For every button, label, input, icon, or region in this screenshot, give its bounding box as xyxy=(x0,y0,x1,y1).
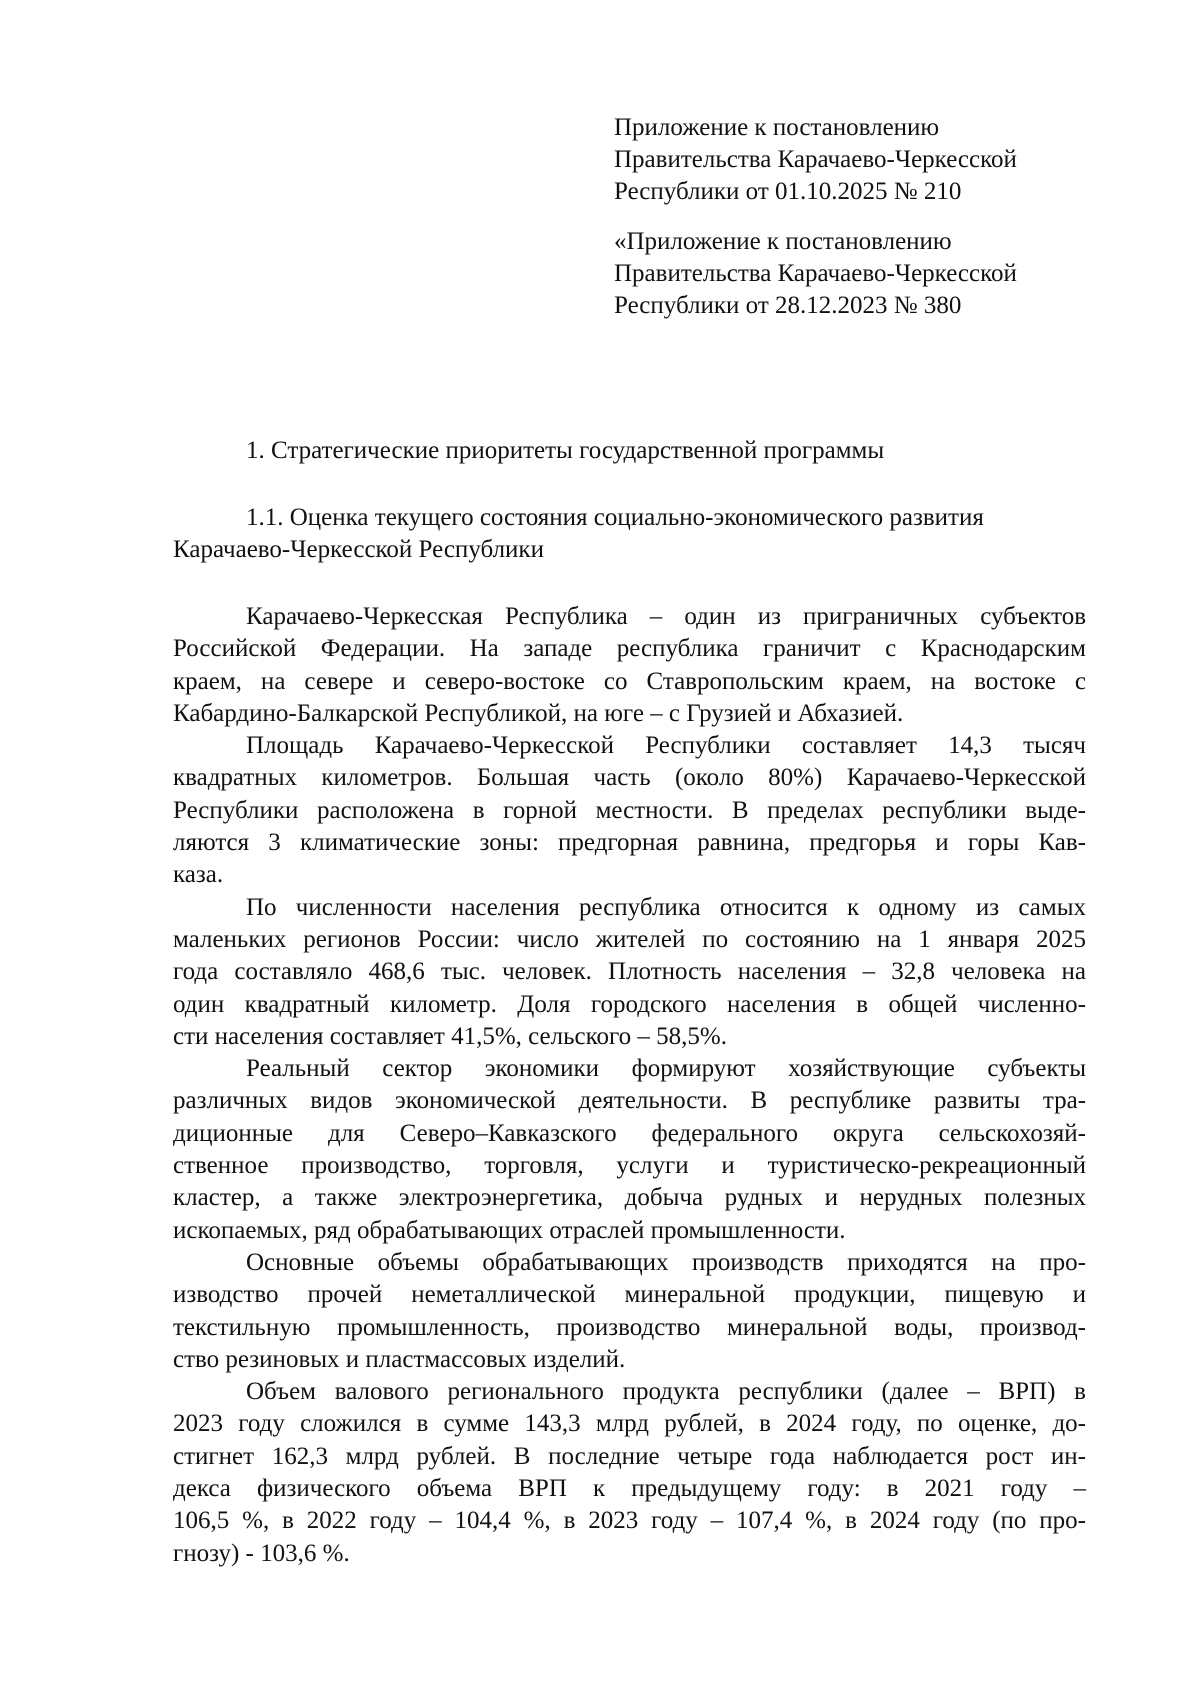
paragraph-line: Карачаево-Черкесская Республика – один из приграничных субъектов xyxy=(246,603,1086,630)
paragraph xyxy=(173,1247,1086,1376)
paragraph-line: года составляло 468,6 тыс. человек. Плотность населения – 32,8 человека на xyxy=(173,958,1086,986)
attachment-note-original xyxy=(614,226,1084,322)
document-body xyxy=(173,601,1086,1570)
paragraph-line: 2023 году сложился в сумме 143,3 млрд рублей, в 2024 году, по оценке, до- xyxy=(173,1410,1086,1438)
paragraph-line: кластер, а также электроэнергетика, добыча рудных и нерудных полезных xyxy=(173,1184,1086,1212)
paragraph-line: каза. xyxy=(173,861,224,889)
paragraph-line: Кабардино-Балкарской Республикой, на юге – с Грузией и Абхазией. xyxy=(173,699,904,727)
paragraph-line: краем, на севере и северо-востоке со Ставропольским краем, на востоке с xyxy=(173,667,1086,695)
paragraph-line: Республики расположена в горной местности. В пределах республики выде- xyxy=(173,796,1086,824)
paragraph-line: ственное производство, торговля, услуги и туристическо-рекреационный xyxy=(173,1152,1086,1180)
attachment-line: «Приложение к постановлению xyxy=(614,228,952,255)
paragraph-line: ископаемых, ряд обрабатывающих отраслей промышленности. xyxy=(173,1216,846,1244)
paragraph xyxy=(173,892,1086,1053)
paragraph-line: текстильную промышленность, производство минеральной воды, производ- xyxy=(173,1313,1086,1341)
paragraph-line: стигнет 162,3 млрд рублей. В последние четыре года наблюдается рост ин- xyxy=(173,1442,1086,1470)
paragraph-line: Основные объемы обрабатывающих производств приходятся на про- xyxy=(246,1248,1086,1276)
paragraph-line: различных видов экономической деятельности. В республике развиты тра- xyxy=(173,1087,1086,1115)
attachment-line: Республики от 01.10.2025 № 210 xyxy=(614,178,962,205)
paragraph-line: 106,5 %, в 2022 году – 104,4 %, в 2023 году – 107,4 %, в 2024 году (по про- xyxy=(173,1507,1086,1535)
paragraph-line: маленьких регионов России: число жителей по состоянию на 1 января 2025 xyxy=(173,925,1086,953)
attachment-line: Республики от 28.12.2023 № 380 xyxy=(614,292,962,319)
attachment-line: Правительства Карачаево-Черкесской xyxy=(614,260,1017,287)
paragraph xyxy=(173,601,1086,730)
attachment-line: Приложение к постановлению xyxy=(614,114,940,141)
paragraph-line: ляются 3 климатические зоны: предгорная равнина, предгорья и горы Кав- xyxy=(173,829,1086,857)
paragraph-line: декса физического объема ВРП к предыдущему году: в 2021 году – xyxy=(173,1475,1086,1503)
paragraph-line: По численности населения республика относится к одному из самых xyxy=(246,893,1086,921)
subsection-heading-line: Карачаево-Черкесской Республики xyxy=(173,536,544,563)
paragraph-line: гнозу) - 103,6 %. xyxy=(173,1539,350,1567)
paragraph-line: квадратных километров. Большая часть (около 80%) Карачаево-Черкесской xyxy=(173,764,1086,792)
section-heading: 1. Стратегические приоритеты государственной программы xyxy=(246,437,885,464)
paragraph-line: сти населения составляет 41,5%, сельского – 58,5%. xyxy=(173,1022,727,1050)
paragraph-line: изводство прочей неметаллической минеральной продукции, пищевую и xyxy=(173,1281,1086,1309)
paragraph-line: Российской Федерации. На западе республика граничит с Краснодарским xyxy=(173,635,1086,663)
paragraph xyxy=(173,1053,1086,1247)
attachment-line: Правительства Карачаево-Черкесской xyxy=(614,146,1017,173)
paragraph-line: диционные для Северо–Кавказского федерального округа сельскохозяй- xyxy=(173,1119,1086,1147)
paragraph-line: ство резиновых и пластмассовых изделий. xyxy=(173,1345,626,1373)
paragraph-line: Объем валового регионального продукта республики (далее – ВРП) в xyxy=(246,1378,1086,1406)
attachment-note-current xyxy=(614,112,1084,208)
paragraph-line: Реальный сектор экономики формируют хозяйствующие субъекты xyxy=(246,1055,1086,1083)
subsection-heading-line: 1.1. Оценка текущего состояния социально-экономического развития xyxy=(246,504,984,531)
paragraph xyxy=(173,730,1086,891)
paragraph-line: один квадратный километр. Доля городского населения в общей численно- xyxy=(173,990,1086,1018)
paragraph-line: Площадь Карачаево-Черкесской Республики составляет 14,3 тысяч xyxy=(246,732,1086,760)
paragraph xyxy=(173,1376,1086,1570)
